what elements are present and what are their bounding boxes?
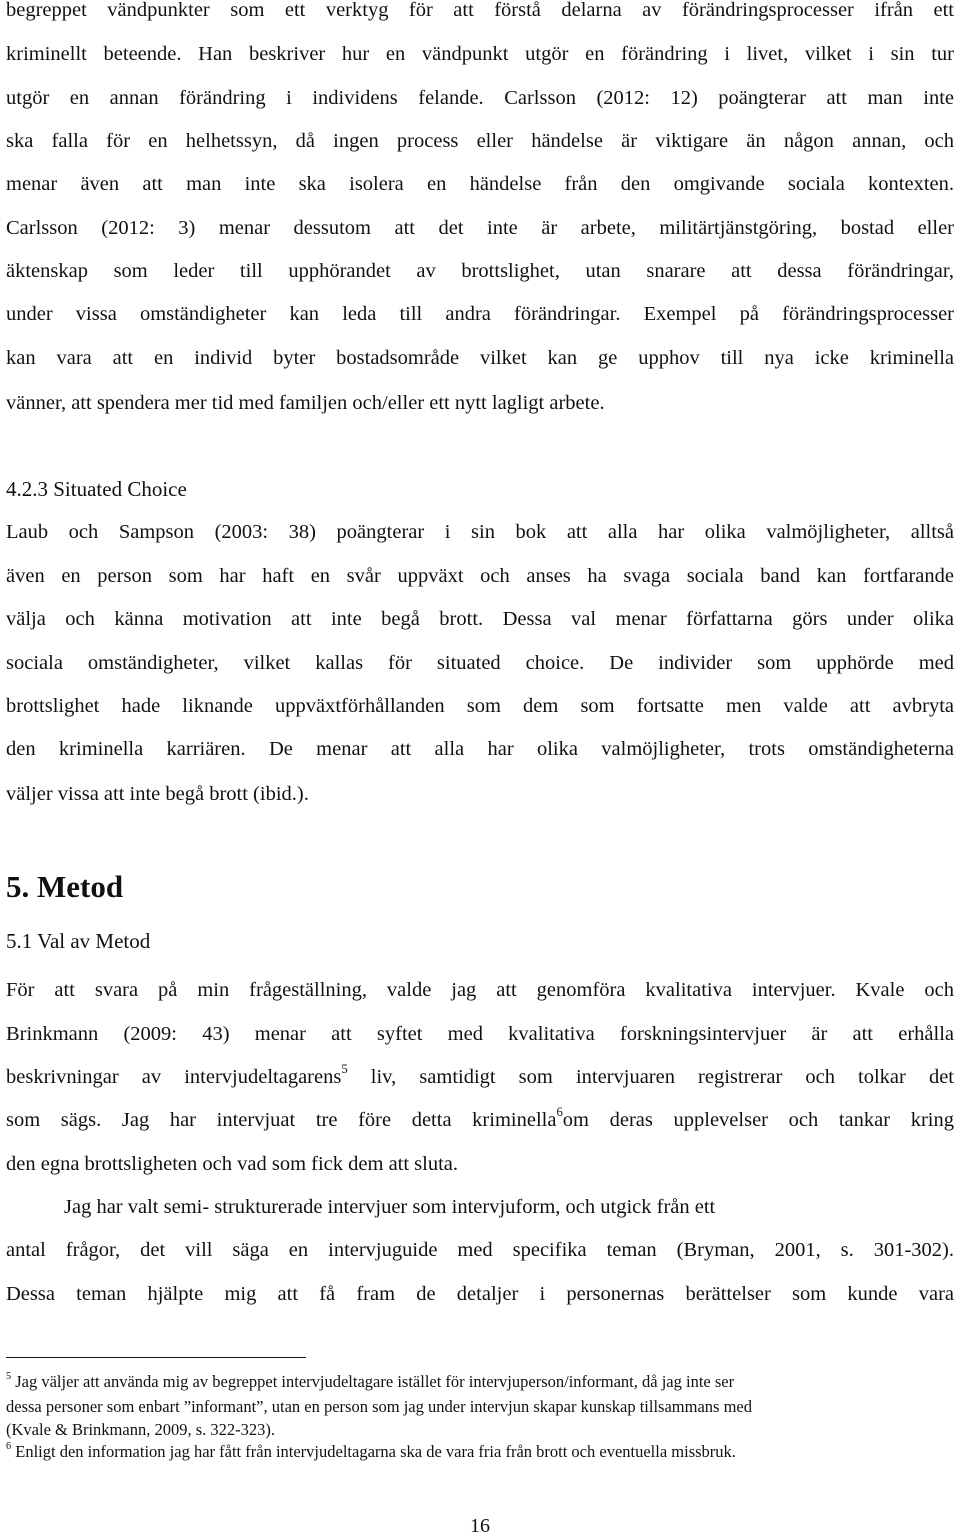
body-line — [6, 1064, 954, 1090]
body-line: den egna brottsligheten och vad som fick dem att sluta. — [6, 1153, 459, 1175]
body-line: antal frågor, det vill säga en intervjuguide med specifika teman (Bryman, 2001, s. 301-302). — [6, 1239, 954, 1261]
body-text: liv, samtidigt som intervjuaren registrerar och tolkar det — [347, 1066, 954, 1088]
body-line: under vissa omständigheter kan leda till andra förändringar. Exempel på förändringsprocesser — [6, 303, 954, 325]
body-line: välja och känna motivation att inte begå brott. Dessa val menar författarna görs under olika — [6, 608, 954, 630]
footnote-number: 6 — [6, 1440, 12, 1452]
body-line: även en person som har haft en svår uppväxt och anses ha svaga sociala band kan fortfarande — [6, 565, 954, 587]
footnote-6 — [6, 1442, 954, 1462]
body-line: kan vara att en individ byter bostadsområde vilket kan ge upphov till nya icke kriminella — [6, 347, 954, 369]
body-line: kriminellt beteende. Han beskriver hur en vändpunkt utgör en förändring i livet, vilket i sin tur — [6, 43, 954, 65]
body-line: äktenskap som leder till upphörandet av brottslighet, utan snarare att dessa förändringar, — [6, 260, 954, 282]
footnote-line: dessa personer som enbart ”informant”, utan en person som jag under intervjun skapar kunskap tillsammans med — [6, 1397, 752, 1416]
body-line: Laub och Sampson (2003: 38) poängterar i sin bok att alla har olika valmöjligheter, alltså — [6, 521, 954, 543]
body-line: Carlsson (2012: 3) menar dessutom att det inte är arbete, militärtjänstgöring, bostad eller — [6, 217, 954, 239]
footnote-text: Enligt den information jag har fått från intervjudeltagarna ska de vara fria från brott och eventuella missbruk. — [15, 1442, 736, 1461]
footnote-separator — [6, 1357, 306, 1358]
body-text: som sägs. Jag har intervjuat tre före detta kriminella — [6, 1109, 557, 1131]
body-line-indented: Jag har valt semi- strukturerade intervjuer som intervjuform, och utgick från ett — [64, 1196, 716, 1218]
body-line: utgör en annan förändring i individens felande. Carlsson (2012: 12) poängterar att man inte — [6, 87, 954, 109]
body-line: brottslighet hade liknande uppväxtförhållanden som dem som fortsatte men valde att avbryta — [6, 695, 954, 717]
footnote-line: (Kvale & Brinkmann, 2009, s. 322-323). — [6, 1420, 276, 1439]
footnote-ref[interactable]: 5 — [341, 1062, 348, 1077]
section-heading: 5.1 Val av Metod — [6, 929, 151, 953]
footnote-5 — [6, 1372, 954, 1392]
body-line: väljer vissa att inte begå brott (ibid.). — [6, 783, 309, 805]
body-line: För att svara på min frågeställning, valde jag att genomföra kvalitativa intervjuer. Kvale och — [6, 979, 954, 1001]
section-heading: 4.2.3 Situated Choice — [6, 477, 187, 501]
body-line: sociala omständigheter, vilket kallas för situated choice. De individer som upphörde med — [6, 652, 954, 674]
body-line: den kriminella karriären. De menar att alla har olika valmöjligheter, trots omständigheterna — [6, 738, 954, 760]
chapter-heading: 5. Metod — [6, 869, 124, 904]
body-line — [6, 1107, 954, 1133]
body-line: vänner, att spendera mer tid med familjen och/eller ett nytt lagligt arbete. — [6, 392, 605, 414]
body-line: Brinkmann (2009: 43) menar att syftet med kvalitativa forskningsintervjuer är att erhålla — [6, 1023, 954, 1045]
body-line: begreppet vändpunkter som ett verktyg för att förstå delarna av förändringsprocesser ifrån ett — [6, 0, 954, 21]
body-line: menar även att man inte ska isolera en händelse från den omgivande sociala kontexten. — [6, 173, 954, 195]
footnote-ref[interactable]: 6 — [556, 1105, 563, 1120]
body-text: beskrivningar av intervjudeltagarens — [6, 1066, 342, 1088]
footnote-text: Jag väljer att använda mig av begreppet intervjudeltagare istället för intervjuperson/informant, då jag inte ser — [15, 1372, 735, 1391]
body-text: om deras upplevelser och tankar kring — [562, 1109, 954, 1131]
body-line: Dessa teman hjälpte mig att få fram de detaljer i personernas berättelser som kunde vara — [6, 1283, 954, 1305]
page-number: 16 — [470, 1515, 490, 1537]
body-line: ska falla för en helhetssyn, då ingen process eller händelse är viktigare än någon annan, och — [6, 130, 954, 152]
footnote-number: 5 — [6, 1370, 12, 1382]
